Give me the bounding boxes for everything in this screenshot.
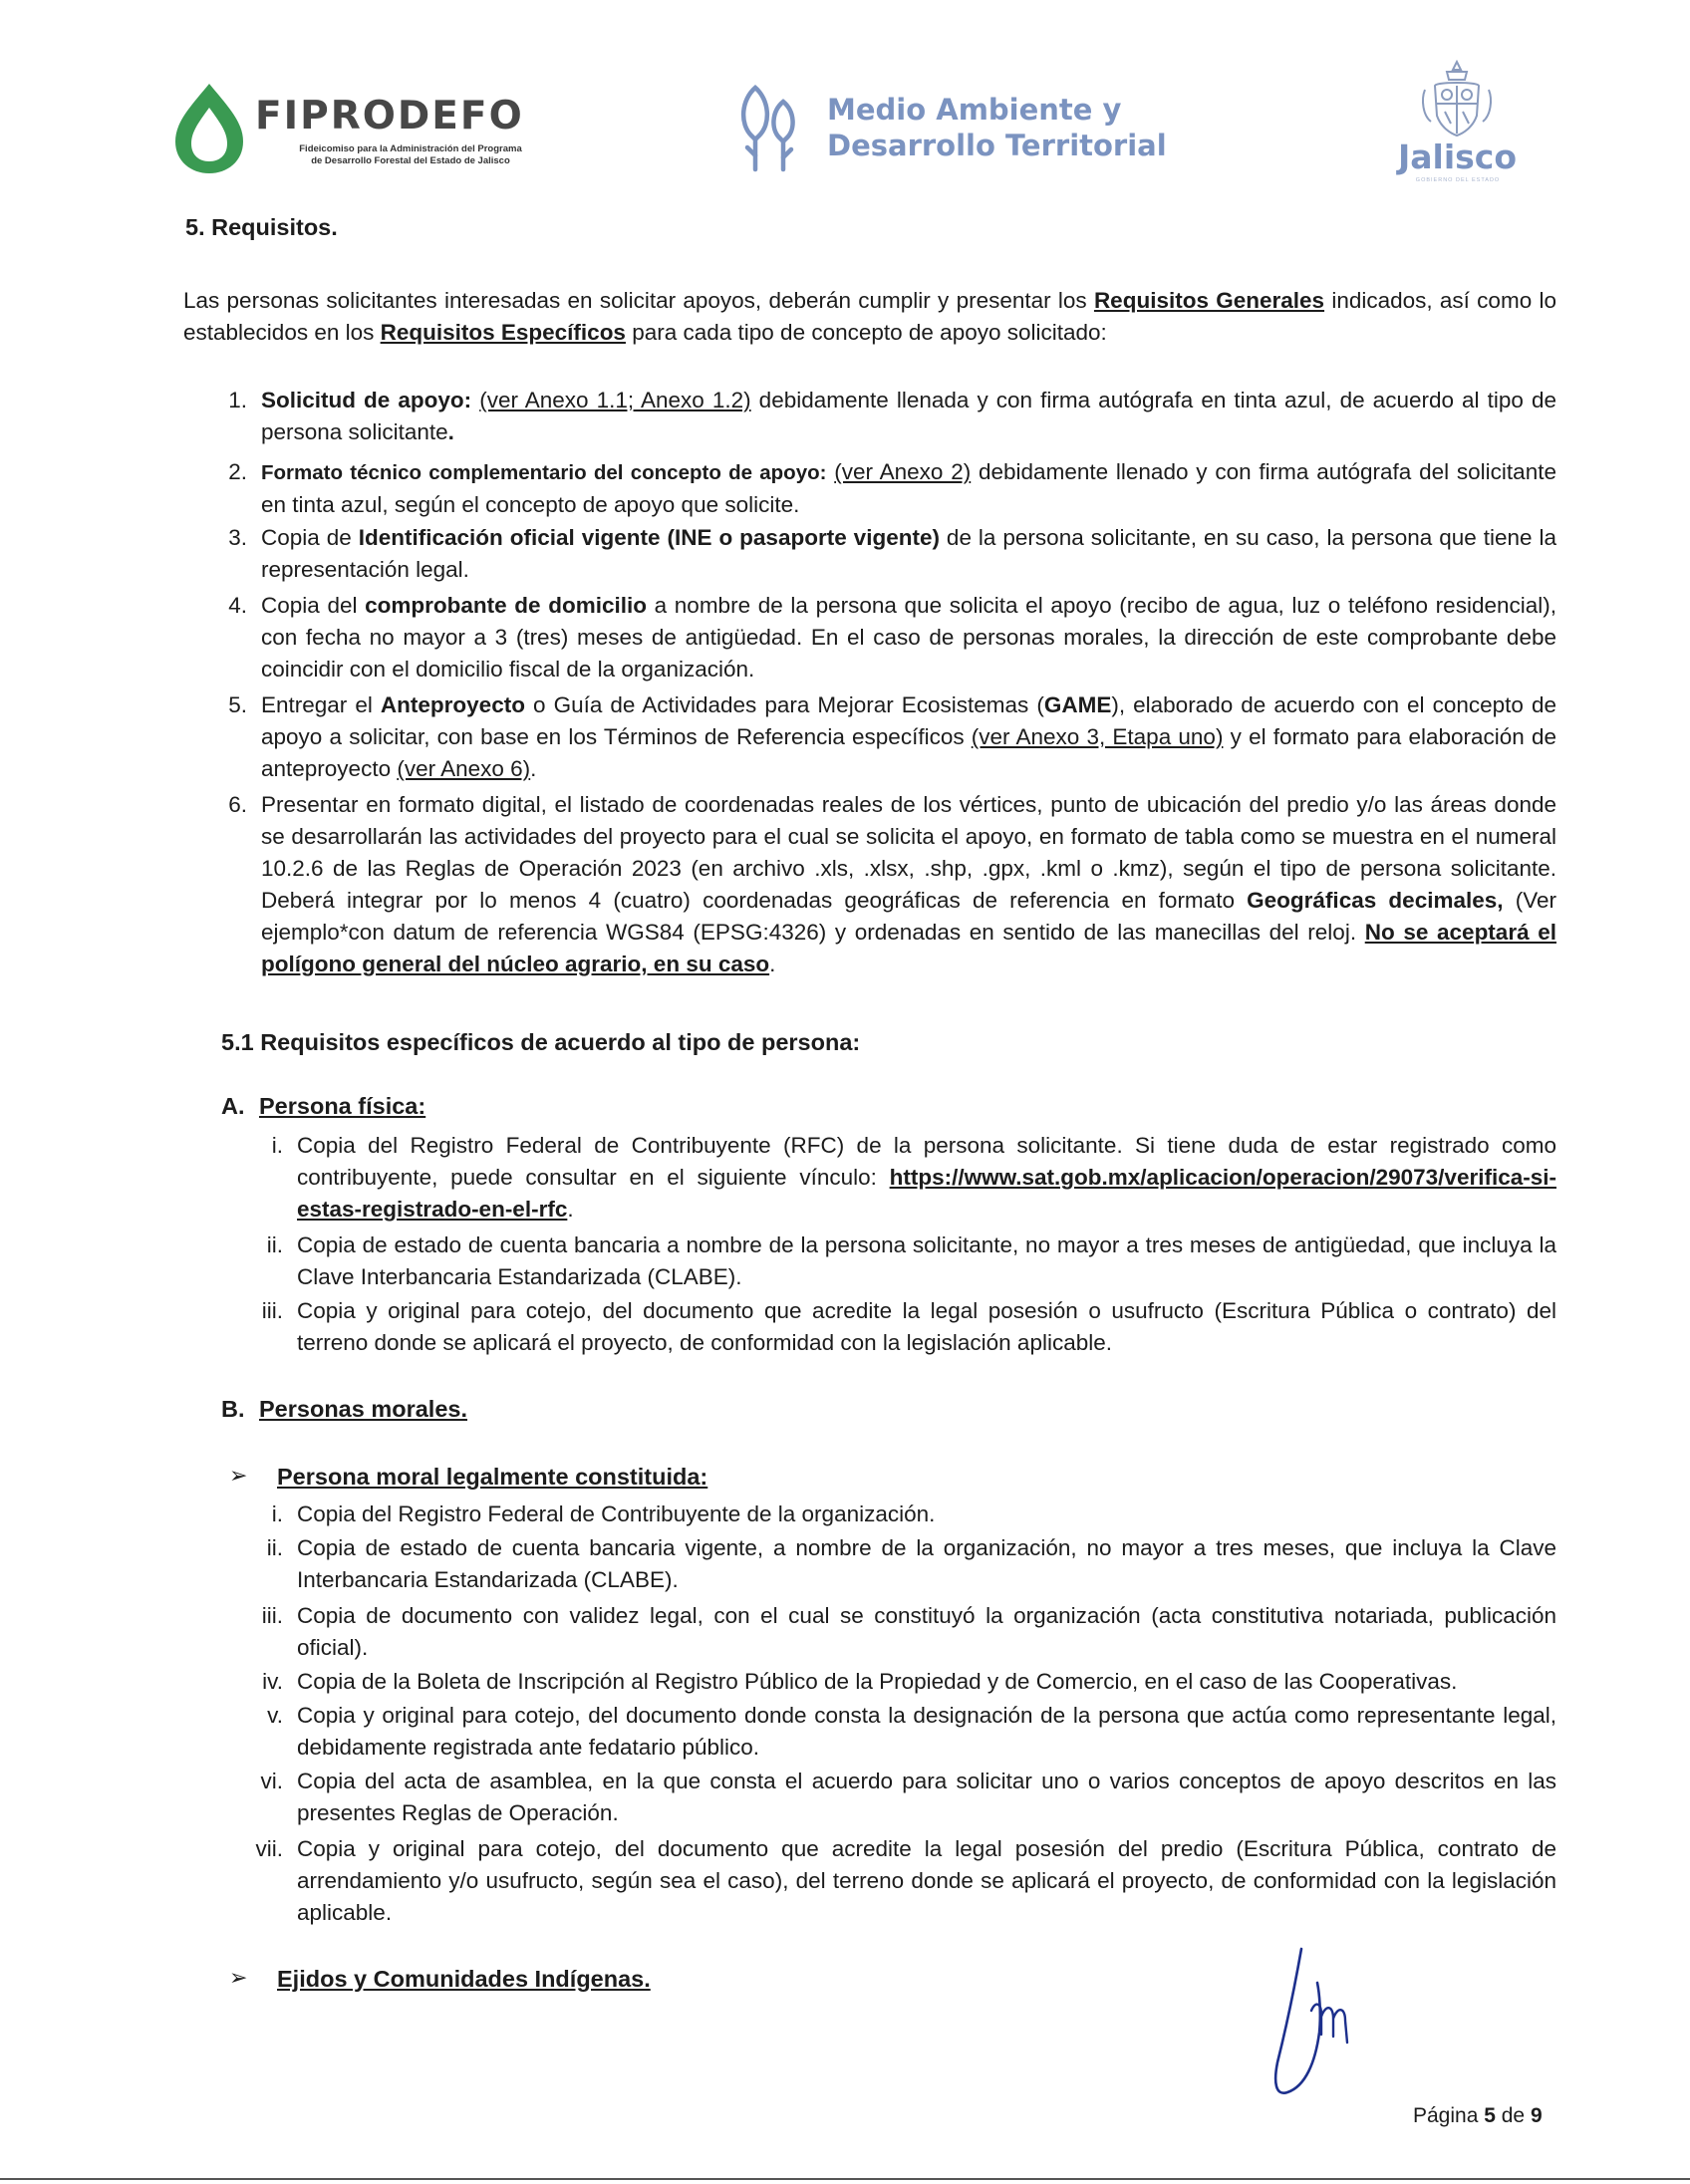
item-5-mid2: ), elaborado de acuerdo con el concepto de apoyo a solicitar, con base en los Términos de Referencia específicos: [261, 692, 1557, 749]
a-item-3: Copia y original para cotejo, del documento que acredite la legal posesión o usufructo (Escritura Pública o contrato) del terreno donde se aplicará el proyecto, de conformidad con la legislación aplicable.: [297, 1298, 1556, 1355]
b-item-4: Copia de la Boleta de Inscripción al Registro Público de la Propiedad y de Comercio, en el caso de las Cooperativas.: [297, 1669, 1458, 1694]
intro-text-b: indicados, así como lo establecidos en los: [183, 288, 1556, 345]
item-2: [261, 456, 1556, 521]
jalisco-logo: [1385, 60, 1530, 189]
item-3-number: 3.: [228, 525, 247, 550]
b-item-1: Copia del Registro Federal de Contribuyente de la organización.: [297, 1502, 936, 1526]
b-item-6: Copia del acta de asamblea, en la que consta el acuerdo para solicitar uno o varios conceptos de apoyo descritos en las presentes Reglas de Operación.: [297, 1769, 1556, 1825]
a-item-1-text: Copia del Registro Federal de Contribuyente (RFC) de la persona solicitante. Si tiene duda de estar registrado como contribuyente, puede consultar en el siguiente vínculo:: [297, 1133, 1556, 1190]
moral-title: Persona moral legalmente constituida:: [277, 1464, 708, 1490]
item-3-bold: Identificación oficial vigente (INE o pasaporte vigente): [358, 525, 940, 550]
item-5-bold: Anteproyecto: [380, 692, 525, 717]
medio-ambiente-logo: [727, 80, 1176, 189]
fiprodefo-subtitle-line2: de Desarrollo Forestal del Estado de Jalisco: [311, 155, 510, 166]
intro-link-requisitos-generales: Requisitos Generales: [1093, 288, 1325, 313]
item-1-bold: Solicitud de apoyo:: [261, 388, 472, 412]
item-4-pre: Copia del: [261, 593, 366, 618]
item-5-end: .: [530, 756, 537, 781]
b-item-7-number: vii.: [255, 1836, 283, 1861]
item-6-pre: Presentar en formato digital, el listado de coordenadas reales de los vértices, punto de ubicación del predio y/o las áreas donde se desarrollarán las actividades del proyecto para el cual se solicita el apoyo, en formato de tabla como se muestra en el numeral 10.2.6 de las Reglas de Operación 2023 (en archivo .xls, .xlsx, .shp, .gpx, .kml o .kmz), según el tipo de persona solicitante. Deberá integrar por lo menos 4 (cuatro) coordenadas geográficas de referencia en formato: [261, 792, 1556, 913]
section-b-label: B.: [221, 1396, 245, 1422]
item-1: [261, 385, 1556, 448]
coat-of-arms-icon: [1417, 60, 1497, 139]
item-5-link-anexo3: (ver Anexo 3, Etapa uno): [971, 724, 1224, 749]
item-1-link: (ver Anexo 1.1; Anexo 1.2): [479, 388, 751, 412]
item-4: [261, 590, 1556, 685]
intro-text-c: para cada tipo de concepto de apoyo solicitado:: [625, 320, 1107, 345]
item-2-number: 2.: [228, 459, 247, 484]
item-1-text: debidamente llenada y con firma autógrafa en tinta azul, de acuerdo al tipo de persona solicitante: [261, 388, 1556, 444]
b-item-4-number: iv.: [262, 1669, 283, 1694]
item-4-number: 4.: [228, 593, 247, 618]
jalisco-name: Jalisco: [1397, 137, 1518, 176]
trees-icon: [731, 80, 811, 175]
item-6-bold: Geográficas decimales,: [1247, 888, 1504, 913]
b-item-5: Copia y original para cotejo, del documento donde consta la designación de la persona que actúa como representante legal, debidamente registrada ante fedatario público.: [297, 1703, 1556, 1760]
item-5-mid3: y el formato para elaboración de anteproyecto: [261, 724, 1556, 781]
ejidos-title: Ejidos y Comunidades Indígenas.: [277, 1966, 651, 1992]
item-5: [261, 689, 1556, 785]
a-item-1-number: i.: [271, 1133, 283, 1158]
item-5-number: 5.: [228, 692, 247, 717]
b-item-6-number: vi.: [260, 1769, 283, 1793]
item-5-mid: o Guía de Actividades para Mejorar Ecosistemas (: [524, 692, 1044, 717]
arrow-bullet-icon: ➢: [229, 1966, 248, 1991]
b-item-1-number: i.: [271, 1502, 283, 1526]
section-a-title: Persona física:: [259, 1093, 426, 1119]
section-5-1-title: 5.1 Requisitos específicos de acuerdo al tipo de persona:: [221, 1029, 861, 1055]
intro-text-a: Las personas solicitantes interesadas en solicitar apoyos, deberán cumplir y presentar los: [183, 288, 1094, 313]
page-word: Página: [1413, 2104, 1485, 2127]
fiprodefo-logo: [169, 78, 568, 187]
item-3-text: de la persona solicitante, en su caso, la persona que tiene la representación legal.: [261, 525, 1556, 582]
item-6: [261, 789, 1556, 980]
item-6-mid: (Ver ejemplo*con datum de referencia WGS84 (EPSG:4326) y ordenadas en sentido de las manecillas del reloj.: [261, 888, 1556, 945]
page-total: 9: [1530, 2104, 1543, 2127]
item-1-number: 1.: [228, 388, 247, 412]
leaf-icon: [169, 78, 249, 177]
item-3: [261, 522, 1556, 586]
a-item-1-end: .: [567, 1197, 574, 1222]
item-5-link-anexo6: (ver Anexo 6): [397, 756, 531, 781]
medio-ambiente-line1: Medio Ambiente y: [827, 93, 1122, 127]
item-3-pre: Copia de: [261, 525, 359, 550]
intro-link-requisitos-especificos: Requisitos Específicos: [380, 320, 626, 345]
a-item-2: Copia de estado de cuenta bancaria a nombre de la persona solicitante, no mayor a tres meses de antigüedad, que incluya la Clave Interbancaria Estandarizada (CLABE).: [297, 1232, 1556, 1289]
section-5-title: 5. Requisitos.: [185, 214, 338, 240]
handwritten-signature: [1266, 1943, 1385, 2102]
a-item-3-number: iii.: [261, 1298, 283, 1323]
a-item-1: [297, 1130, 1556, 1226]
item-6-number: 6.: [228, 792, 247, 817]
fiprodefo-name: FIPRODEFO: [255, 94, 524, 138]
fiprodefo-subtitle: [261, 143, 560, 167]
page-current: 5: [1484, 2104, 1496, 2127]
fiprodefo-subtitle-line1: Fideicomiso para la Administración del Programa: [299, 143, 522, 154]
jalisco-subtitle: GOBIERNO DEL ESTADO: [1415, 177, 1501, 183]
a-item-1-link[interactable]: https://www.sat.gob.mx/aplicacion/operacion/29073/verifica-si-estas-registrado-en-el-rfc: [297, 1165, 1556, 1222]
item-6-end: .: [769, 952, 776, 976]
b-item-2: Copia de estado de cuenta bancaria vigente, a nombre de la organización, no mayor a tres meses, que incluya la Clave Interbancaria Estandarizada (CLABE).: [297, 1535, 1556, 1592]
item-2-bold: Formato técnico complementario del concepto de apoyo:: [261, 461, 827, 484]
item-4-text: a nombre de la persona que solicita el apoyo (recibo de agua, luz o teléfono residencial), con fecha no mayor a 3 (tres) meses de antigüedad. En el caso de personas morales, la dirección de este comprobante debe coincidir con el domicilio fiscal de la organización.: [261, 593, 1556, 682]
arrow-bullet-icon: ➢: [229, 1464, 248, 1489]
section-b-title: Personas morales.: [259, 1396, 467, 1422]
b-item-3-number: iii.: [261, 1603, 283, 1628]
medio-ambiente-line2: Desarrollo Territorial: [827, 129, 1167, 162]
page-of-word: de: [1495, 2104, 1531, 2127]
page-number: [1413, 2104, 1543, 2128]
item-2-text: debidamente llenado y con firma autógrafa del solicitante en tinta azul, según el concepto de apoyo que solicite.: [261, 459, 1556, 517]
b-item-5-number: v.: [267, 1703, 283, 1728]
b-item-7: Copia y original para cotejo, del documento que acredite la legal posesión del predio (Escritura Pública, contrato de arrendamiento y/o usufructo, según sea el caso), del terreno donde se aplicará el proyecto, de conformidad con la legislación aplicable.: [297, 1836, 1556, 1925]
section-a-label: A.: [221, 1093, 245, 1119]
item-4-bold: comprobante de domicilio: [365, 593, 647, 618]
medio-ambiente-text: [827, 92, 1167, 163]
a-item-2-number: ii.: [266, 1232, 283, 1257]
letterhead: [0, 60, 1690, 199]
bottom-edge-line: [0, 2178, 1690, 2180]
item-1-space: [471, 388, 479, 412]
item-2-link: (ver Anexo 2): [834, 459, 972, 484]
item-6-bold-underline: No se aceptará el polígono general del núcleo agrario, en su caso: [261, 920, 1556, 976]
item-5-bold-game: GAME: [1043, 692, 1112, 717]
b-item-3: Copia de documento con validez legal, con el cual se constituyó la organización (acta constitutiva notariada, publicación oficial).: [297, 1603, 1556, 1660]
section-5-intro: [183, 285, 1556, 349]
b-item-2-number: ii.: [266, 1535, 283, 1560]
item-1-end: .: [447, 419, 454, 444]
item-5-pre: Entregar el: [261, 692, 381, 717]
